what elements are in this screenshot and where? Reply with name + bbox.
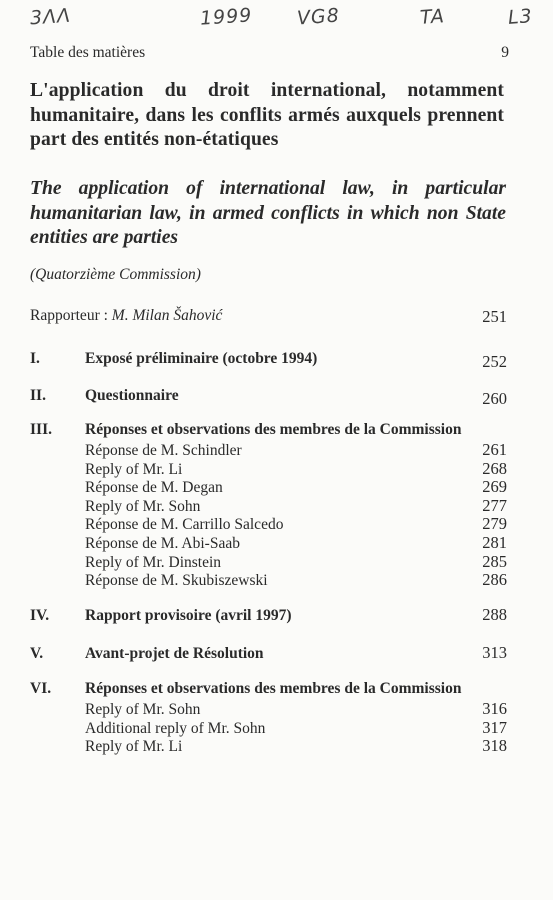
entry-page: 268 bbox=[482, 458, 507, 478]
entry-label: Reply of Mr. Dinstein bbox=[85, 553, 222, 571]
list-item bbox=[30, 496, 507, 515]
list-item bbox=[30, 440, 507, 459]
rapporteur-page: 251 bbox=[482, 307, 507, 326]
section-page: 288 bbox=[482, 605, 507, 624]
section-heading bbox=[30, 385, 507, 408]
section-number: IV. bbox=[30, 607, 50, 624]
entry-label: Réponse de M. Schindler bbox=[85, 442, 242, 459]
entry-page: 279 bbox=[482, 514, 507, 534]
section-heading bbox=[30, 605, 507, 624]
list-item bbox=[30, 459, 507, 478]
toc-section bbox=[30, 421, 507, 589]
entry-label: Réponse de M. Skubiszewski bbox=[85, 572, 268, 590]
section-page: 260 bbox=[482, 389, 507, 408]
handwritten-annotations bbox=[0, 0, 553, 40]
section-title: Réponses et observations des membres de la Commission bbox=[85, 421, 462, 438]
list-item bbox=[30, 570, 507, 589]
section-title: Exposé préliminaire (octobre 1994) bbox=[85, 350, 318, 367]
section-title: Questionnaire bbox=[85, 387, 179, 404]
commission-label: (Quatorzième Commission) bbox=[30, 266, 201, 283]
title-french: L'application du droit international, notamment humanitaire, dans les conflits armés auxquels prennent part des entités non-étatiques bbox=[30, 80, 504, 150]
list-item bbox=[30, 533, 507, 552]
rapporteur-label: Rapporteur : bbox=[30, 307, 108, 324]
section-number: VI. bbox=[30, 680, 52, 697]
entry-page: 269 bbox=[482, 477, 507, 497]
handwritten-note: TA bbox=[419, 5, 446, 29]
section-number: II. bbox=[30, 387, 46, 404]
rapporteur-name: M. Milan Šahović bbox=[111, 307, 223, 324]
entry-page: 261 bbox=[482, 440, 507, 459]
entry-page: 318 bbox=[482, 736, 507, 756]
entry-page: 281 bbox=[482, 532, 507, 552]
list-item bbox=[30, 718, 507, 737]
section-heading bbox=[30, 348, 507, 371]
list-item bbox=[30, 514, 507, 533]
entry-label: Reply of Mr. Sohn bbox=[85, 497, 201, 515]
section-heading bbox=[30, 421, 507, 440]
entry-page: 277 bbox=[482, 495, 507, 515]
section-title: Réponses et observations des membres de la Commission bbox=[85, 680, 462, 697]
toc-section bbox=[30, 348, 507, 371]
title-english: The application of international law, in particular humanitarian law, in armed conflicts in which non State entities are parties bbox=[30, 178, 506, 248]
section-number: V. bbox=[30, 645, 44, 662]
section-title: Avant-projet de Résolution bbox=[85, 645, 264, 662]
handwritten-note: VG8 bbox=[296, 4, 341, 30]
entry-label: Reply of Mr. Li bbox=[85, 460, 183, 478]
entry-label: Reply of Mr. Li bbox=[85, 738, 183, 756]
handwritten-note: 1999 bbox=[199, 4, 254, 30]
section-heading bbox=[30, 680, 507, 699]
section-number: I. bbox=[30, 350, 40, 367]
toc-section bbox=[30, 605, 507, 624]
entry-label: Réponse de M. Carrillo Salcedo bbox=[85, 516, 284, 534]
handwritten-note: 3ɅɅ bbox=[29, 4, 72, 30]
running-header bbox=[30, 44, 509, 62]
page-number: 9 bbox=[501, 44, 509, 61]
toc-section bbox=[30, 385, 507, 408]
entry-page: 285 bbox=[482, 551, 507, 571]
entry-page: 286 bbox=[482, 570, 507, 590]
list-item bbox=[30, 552, 507, 571]
entry-label: Reply of Mr. Sohn bbox=[85, 701, 201, 718]
entry-label: Réponse de M. Abi-Saab bbox=[85, 534, 240, 552]
section-page: 252 bbox=[482, 352, 507, 371]
list-item bbox=[30, 736, 507, 755]
list-item bbox=[30, 699, 507, 718]
section-page: 313 bbox=[482, 643, 507, 662]
rapporteur-line bbox=[30, 307, 507, 327]
entry-label: Additional reply of Mr. Sohn bbox=[85, 719, 266, 737]
entry-label: Réponse de M. Degan bbox=[85, 479, 223, 497]
section-heading bbox=[30, 643, 507, 662]
entry-page: 317 bbox=[482, 717, 507, 737]
entry-page: 316 bbox=[482, 699, 507, 718]
rapporteur-text bbox=[30, 307, 222, 327]
handwritten-note: L3 bbox=[507, 5, 534, 29]
toc-section bbox=[30, 680, 507, 755]
section-title: Rapport provisoire (avril 1997) bbox=[85, 607, 292, 624]
running-header-title: Table des matières bbox=[30, 44, 146, 61]
toc-section bbox=[30, 643, 507, 662]
list-item bbox=[30, 477, 507, 496]
section-number: III. bbox=[30, 421, 52, 438]
